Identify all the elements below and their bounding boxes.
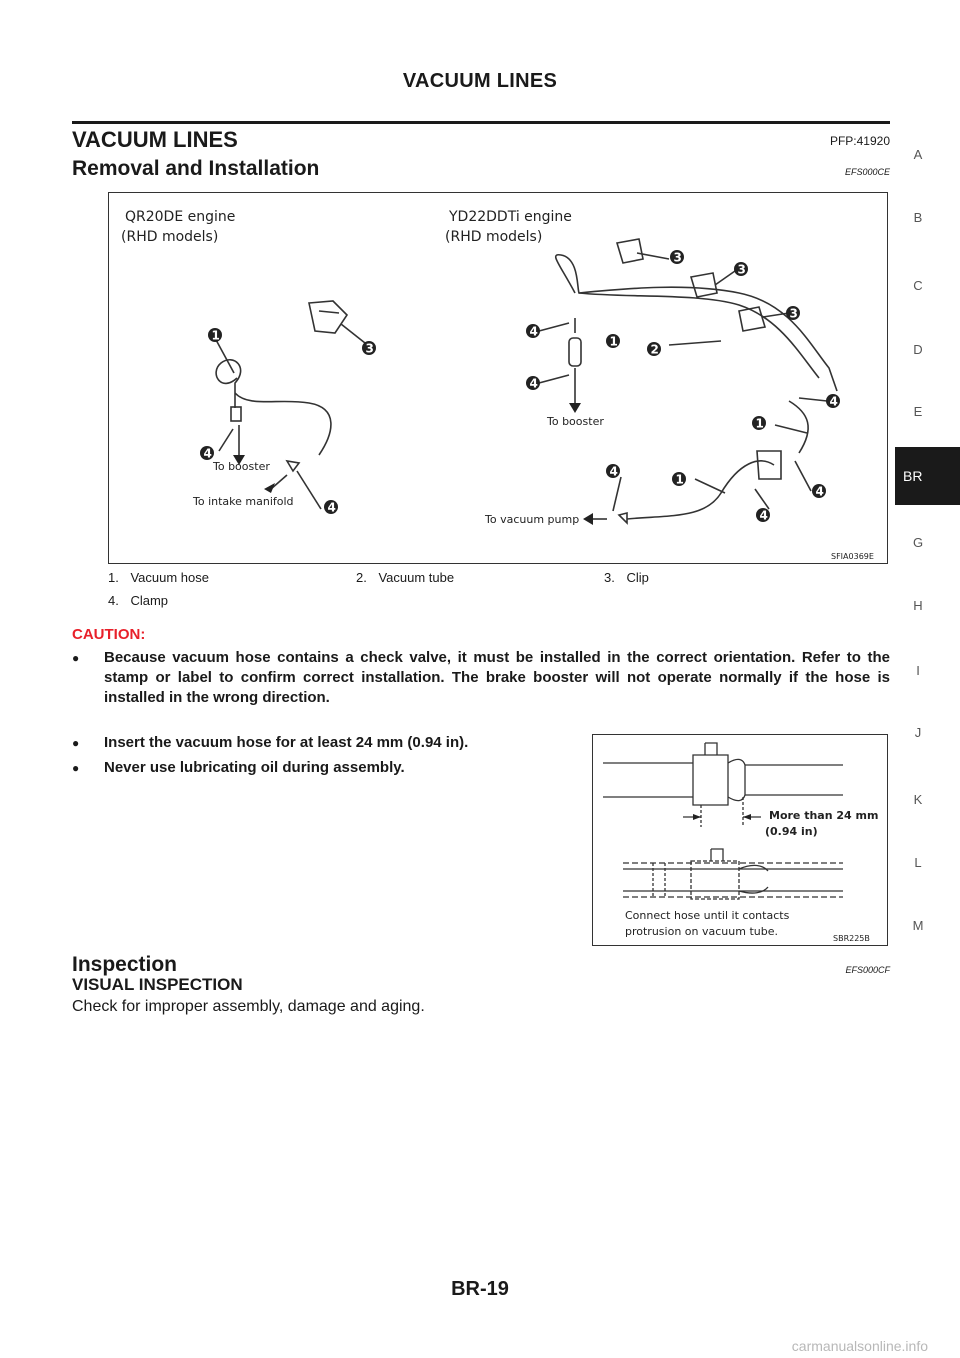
legend-num-3: 3. bbox=[604, 570, 615, 585]
right-clip-a bbox=[617, 239, 643, 263]
legend-item-3 bbox=[604, 570, 649, 585]
watermark: carmanualsonline.info bbox=[791, 1338, 928, 1354]
tab-d[interactable]: D bbox=[913, 342, 923, 357]
callout-1-right-a: 1 bbox=[609, 334, 618, 349]
callouts bbox=[200, 250, 840, 523]
legend-num-2: 2. bbox=[356, 570, 367, 585]
callout-4-left-a: 4 bbox=[203, 446, 212, 461]
right-clip-b bbox=[691, 273, 717, 297]
vacuum-lines-diagram bbox=[108, 192, 888, 564]
bullet-dot-1: ● bbox=[72, 651, 80, 665]
legend-item-2 bbox=[356, 570, 454, 585]
figure2-code: SBR225B bbox=[833, 934, 870, 943]
bullet-dot-3: ● bbox=[72, 761, 80, 775]
callout-2: 2 bbox=[650, 342, 659, 357]
tab-br-active[interactable]: BR bbox=[895, 447, 960, 505]
callout-1-left: 1 bbox=[211, 328, 220, 343]
right-hose-short bbox=[569, 338, 581, 366]
callout-4-left-b: 4 bbox=[327, 500, 336, 515]
tab-j[interactable]: J bbox=[914, 725, 922, 740]
more-than-line1: More than 24 mm bbox=[769, 809, 879, 822]
callout-4-right-d: 4 bbox=[815, 484, 824, 499]
tab-b[interactable]: B bbox=[913, 210, 923, 225]
left-clip-shape bbox=[309, 301, 347, 333]
left-hose-upper bbox=[216, 360, 240, 408]
inspection-title: Inspection bbox=[72, 953, 178, 976]
right-engine-line1: YD22DDTi engine bbox=[449, 209, 572, 225]
header-rule bbox=[72, 121, 890, 124]
callout-3-right-c: 3 bbox=[789, 306, 798, 321]
removal-code: EFS000CE bbox=[844, 167, 890, 177]
to-intake-manifold-label: To intake manifold bbox=[193, 495, 294, 508]
callout-4-right-b: 4 bbox=[529, 376, 538, 391]
top-valve-stub bbox=[705, 743, 717, 755]
tab-a[interactable]: A bbox=[913, 147, 923, 162]
callout-1-right-c: 1 bbox=[675, 472, 684, 487]
left-to-booster-label: To booster bbox=[213, 460, 270, 473]
connect-line2: protrusion on vacuum tube. bbox=[625, 925, 778, 938]
tab-i[interactable]: I bbox=[916, 663, 920, 678]
tab-c[interactable]: C bbox=[913, 278, 923, 293]
legend-num-1: 1. bbox=[108, 570, 119, 585]
legend-text-1: Vacuum hose bbox=[130, 570, 209, 585]
tab-l[interactable]: L bbox=[914, 855, 922, 870]
connect-line1: Connect hose until it contacts bbox=[625, 909, 790, 922]
top-hose-end bbox=[693, 755, 728, 805]
callout-3-right-a: 3 bbox=[673, 250, 682, 265]
right-engine-line2: (RHD models) bbox=[445, 229, 543, 245]
tab-g[interactable]: G bbox=[912, 535, 924, 550]
left-engine-line2: (RHD models) bbox=[121, 229, 219, 245]
caution-label: CAUTION: bbox=[72, 626, 146, 643]
running-header: VACUUM LINES bbox=[402, 70, 558, 92]
right-vacuum-tube bbox=[556, 255, 837, 391]
legend-text-4: Clamp bbox=[130, 593, 169, 608]
callout-4-right-e: 4 bbox=[609, 464, 618, 479]
left-engine-line1: QR20DE engine bbox=[125, 209, 236, 225]
caution-bullet-1 bbox=[72, 648, 890, 710]
right-hose-upper bbox=[789, 401, 808, 453]
vacuum-lines-drawing bbox=[109, 193, 886, 562]
callout-1-right-b: 1 bbox=[755, 416, 764, 431]
to-vacuum-pump-label: To vacuum pump bbox=[485, 513, 580, 526]
left-hose-lower bbox=[235, 393, 331, 455]
page-number: BR-19 bbox=[451, 1278, 509, 1300]
visual-inspection-title: VISUAL INSPECTION bbox=[72, 975, 243, 994]
left-hose-end bbox=[231, 407, 241, 421]
right-to-booster-label: To booster bbox=[547, 415, 604, 428]
legend-item-4 bbox=[108, 593, 168, 608]
tab-h[interactable]: H bbox=[913, 598, 923, 613]
visual-inspection-body: Check for improper assembly, damage and aging. bbox=[72, 998, 425, 1015]
tab-k[interactable]: K bbox=[913, 792, 923, 807]
legend-num-4: 4. bbox=[108, 593, 119, 608]
caution-text-3: Never use lubricating oil during assembly. bbox=[104, 759, 405, 776]
callout-4-right-c: 4 bbox=[829, 394, 838, 409]
legend-item-1 bbox=[108, 570, 209, 585]
bottom-valve-stub bbox=[711, 849, 723, 861]
caution-text-1: Because vacuum hose contains a check valve, it must be installed in the correct orientation. Refer to the stamp or label to confirm correct installation. The brake booster will not operate normally if the hose is installed in the wrong direction. bbox=[104, 649, 890, 706]
removal-title: Removal and Installation bbox=[72, 157, 320, 180]
callout-4-right-a: 4 bbox=[529, 324, 538, 339]
section-code: PFP:41920 bbox=[829, 134, 890, 148]
insertion-depth-drawing bbox=[593, 735, 886, 944]
legend-text-3: Clip bbox=[626, 570, 649, 585]
tab-e[interactable]: E bbox=[913, 404, 923, 419]
figure1-code: SFIA0369E bbox=[831, 552, 874, 561]
tab-m[interactable]: M bbox=[912, 918, 924, 933]
more-than-line2: (0.94 in) bbox=[765, 825, 818, 838]
section-title: VACUUM LINES bbox=[72, 127, 238, 152]
bullet-dot-2: ● bbox=[72, 736, 80, 750]
callout-3-left: 3 bbox=[365, 341, 374, 356]
legend-text-2: Vacuum tube bbox=[378, 570, 455, 585]
right-hose-lower bbox=[627, 461, 774, 519]
callout-4-right-f: 4 bbox=[759, 508, 768, 523]
callout-3-right-b: 3 bbox=[737, 262, 746, 277]
inspection-code: EFS000CF bbox=[845, 965, 890, 975]
insertion-depth-diagram bbox=[592, 734, 888, 946]
left-clamp bbox=[287, 461, 299, 471]
right-clip-d bbox=[757, 451, 781, 479]
caution-text-2: Insert the vacuum hose for at least 24 mm (0.94 in). bbox=[104, 734, 469, 751]
